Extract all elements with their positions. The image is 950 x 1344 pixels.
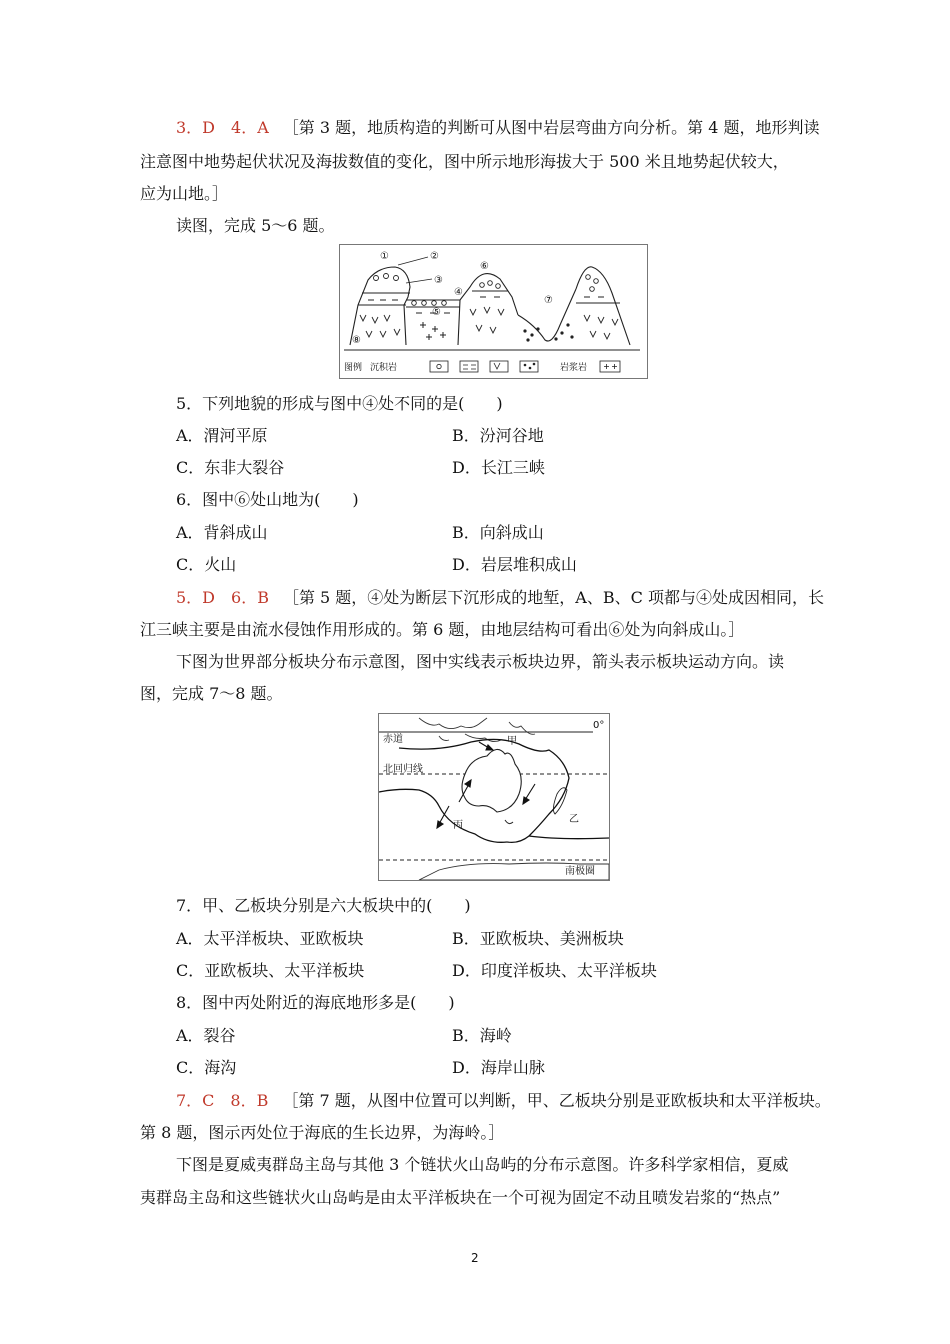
marker-3: ③ [434, 275, 443, 286]
legend-title: 图例 [344, 363, 363, 373]
question-5-option-c: C．东非大裂谷 [176, 458, 285, 477]
intro-7-8-line-1: 下图为世界部分板块分布示意图，图中实线表示板块边界，箭头表示板块运动方向。读 [176, 652, 785, 671]
marker-1: ① [380, 251, 389, 262]
explanation-3-4-line-3: 应为山地。］ [140, 184, 229, 203]
question-6-option-c: C．火山 [176, 555, 237, 574]
explanation-7-8-line-1: ［第 7 题，从图中位置可以判断，甲、乙板块分别是亚欧板块和太平洋板块。 [282, 1091, 831, 1110]
question-7-option-b: B．亚欧板块、美洲板块 [452, 929, 624, 948]
page-number: 2 [471, 1251, 479, 1265]
question-5-option-d: D．长江三峡 [452, 458, 545, 477]
plate-yi-label: 乙 [569, 814, 579, 825]
marker-4: ④ [454, 287, 463, 298]
marker-7: ⑦ [544, 295, 553, 306]
question-6-option-d: D．岩层堆积成山 [452, 555, 577, 574]
answer-explanation-7-8 [176, 1091, 831, 1111]
question-6-stem: 6．图中⑥处山地为( ) [176, 490, 359, 509]
question-7-option-d: D．印度洋板块、太平洋板块 [452, 961, 657, 980]
plate-map-figure [378, 713, 610, 881]
legend-magmatic: 岩浆岩 [560, 363, 588, 373]
question-6-option-b: B．向斜成山 [452, 523, 544, 542]
legend-sedimentary: 沉积岩 [370, 363, 398, 373]
explanation-3-4-line-1: ［第 3 题，地质构造的判断可从图中岩层弯曲方向分析。第 4 题，地形判读 [282, 118, 820, 137]
intro-hawaii-line-2: 夷群岛主岛和这些链状火山岛屿是由太平洋板块在一个可视为固定不动且喷发岩浆的“热点” [140, 1188, 781, 1207]
intro-7-8-line-2: 图，完成 7～8 题。 [140, 684, 283, 703]
explanation-7-8-line-2: 第 8 题，图示丙处位于海底的生长边界，为海岭。］ [140, 1123, 505, 1142]
question-7-option-c: C．亚欧板块、太平洋板块 [176, 961, 365, 980]
answer-key-7-8: 7．C 8．B [176, 1091, 269, 1110]
answer-key-3-4: 3．D 4．A [176, 118, 269, 137]
marker-5: ⑤ [432, 307, 441, 318]
answer-key-5-6: 5．D 6．B [176, 588, 269, 607]
explanation-5-6-line-1: ［第 5 题，④处为断层下沉形成的地堑，A、B、C 项都与④处成因相同，长 [282, 588, 824, 607]
intro-hawaii-line-1: 下图是夏威夷群岛主岛与其他 3 个链状火山岛屿的分布示意图。许多科学家相信，夏威 [176, 1155, 789, 1174]
marker-2: ② [430, 251, 439, 262]
antarctic-circle-label: 南极圈 [565, 866, 595, 877]
question-5-option-b: B．汾河谷地 [452, 426, 544, 445]
plate-jia-label: 甲 [507, 736, 517, 747]
marker-6: ⑥ [480, 261, 489, 272]
geology-cross-section-figure [339, 244, 648, 379]
answer-explanation-3-4 [176, 118, 820, 138]
location-bing-label: 丙 [453, 820, 463, 831]
question-8-option-b: B．海岭 [452, 1026, 512, 1045]
equator-label: 赤道 [383, 734, 403, 745]
question-7-option-a: A．太平洋板块、亚欧板块 [176, 929, 364, 948]
question-8-option-c: C．海沟 [176, 1058, 237, 1077]
explanation-3-4-line-2: 注意图中地势起伏状况及海拔数值的变化，图中所示地形海拔大于 500 米且地势起伏较大， [140, 152, 789, 171]
question-7-stem: 7．甲、乙板块分别是六大板块中的( ) [176, 896, 471, 915]
question-5-stem: 5．下列地貌的形成与图中④处不同的是( ) [176, 394, 503, 413]
question-8-option-a: A．裂谷 [176, 1026, 236, 1045]
question-5-option-a: A．渭河平原 [176, 426, 268, 445]
explanation-5-6-line-2: 江三峡主要是由流水侵蚀作用形成的。第 6 题，由地层结构可看出⑥处为向斜成山。］ [140, 620, 745, 639]
question-8-option-d: D．海岸山脉 [452, 1058, 545, 1077]
question-8-stem: 8．图中丙处附近的海底地形多是( ) [176, 993, 455, 1012]
marker-8: ⑧ [352, 335, 361, 346]
question-6-option-a: A．背斜成山 [176, 523, 268, 542]
intro-5-6: 读图，完成 5～6 题。 [176, 216, 335, 235]
answer-explanation-5-6 [176, 588, 824, 608]
zero-degree-label: 0° [593, 720, 605, 731]
tropic-label: 北回归线 [383, 764, 423, 775]
